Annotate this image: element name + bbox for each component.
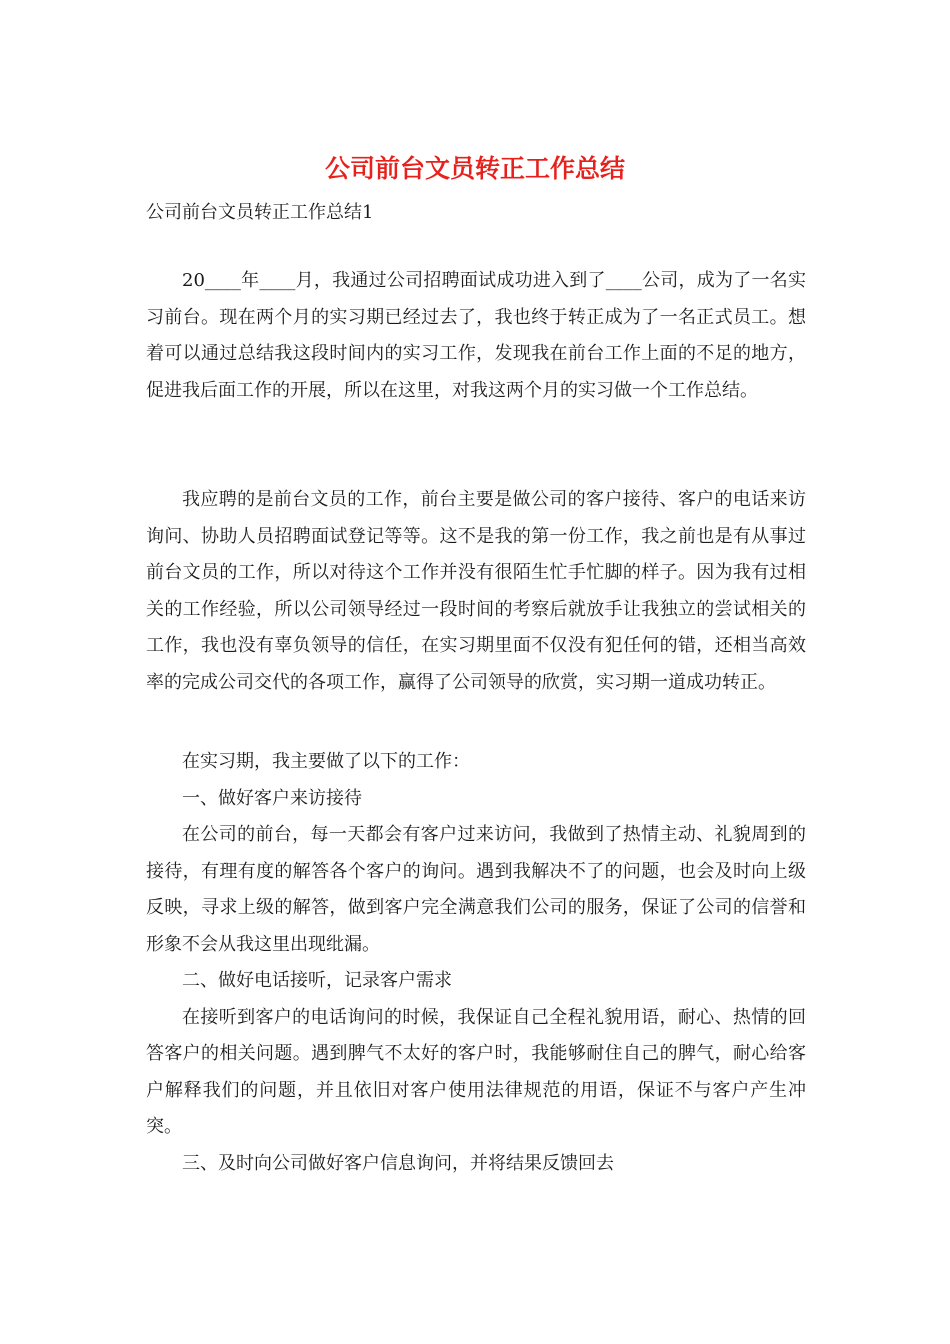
- section-heading: 三、及时向公司做好客户信息询问，并将结果反馈回去: [182, 1152, 614, 1174]
- paragraph: 在接听到客户的电话询问的时候，我保证自己全程礼貌用语，耐心、热情的回答客户的相关问题。遇到脾气不太好的客户时，我能够耐住自己的脾气，耐心给客户解释我们的问题，并且依旧对客户使用法律规范的用语，保证不与客户产生冲突。: [146, 1006, 806, 1137]
- paragraph: 在公司的前台，每一天都会有客户过来访问，我做到了热情主动、礼貌周到的接待，有理有度的解答各个客户的询问。遇到我解决不了的问题，也会及时向上级反映，寻求上级的解答，做到客户完全满意我们公司的服务，保证了公司的信誉和形象不会从我这里出现纰漏。: [146, 824, 806, 955]
- document-title: 公司前台文员转正工作总结: [324, 154, 625, 183]
- paragraph: 在实习期，我主要做了以下的工作：: [182, 751, 470, 772]
- document-subtitle: 公司前台文员转正工作总结1: [146, 202, 374, 223]
- body-section-2: [146, 482, 806, 701]
- paragraph: 我应聘的是前台文员的工作，前台主要是做公司的客户接待、客户的电话来访询问、协助人员招聘面试登记等等。这不是我的第一份工作，我之前也是有从事过前台文员的工作，所以对待这个工作并没有很陌生忙手忙脚的样子。因为我有过相关的工作经验，所以公司领导经过一段时间的考察后就放手让我独立的尝试相关的工作，我也没有辜负领导的信任，在实习期里面不仅没有犯任何的错，还相当高效率的完成公司交代的各项工作，赢得了公司领导的欣赏，实习期一道成功转正。: [146, 489, 806, 693]
- section-heading: 二、做好电话接听，记录客户需求: [182, 970, 452, 991]
- section-heading: 一、做好客户来访接待: [182, 787, 362, 809]
- body-section-3: [146, 744, 806, 1182]
- paragraph: 20____年____月，我通过公司招聘面试成功进入到了____公司，成为了一名实习前台。现在两个月的实习期已经过去了，我也终于转正成为了一名正式员工。想着可以通过总结我这段时间内的实习工作，发现我在前台工作上面的不足的地方，促进我后面工作的开展，所以在这里，对我这两个月的实习做一个工作总结。: [146, 270, 806, 401]
- body-section-1: [146, 263, 806, 409]
